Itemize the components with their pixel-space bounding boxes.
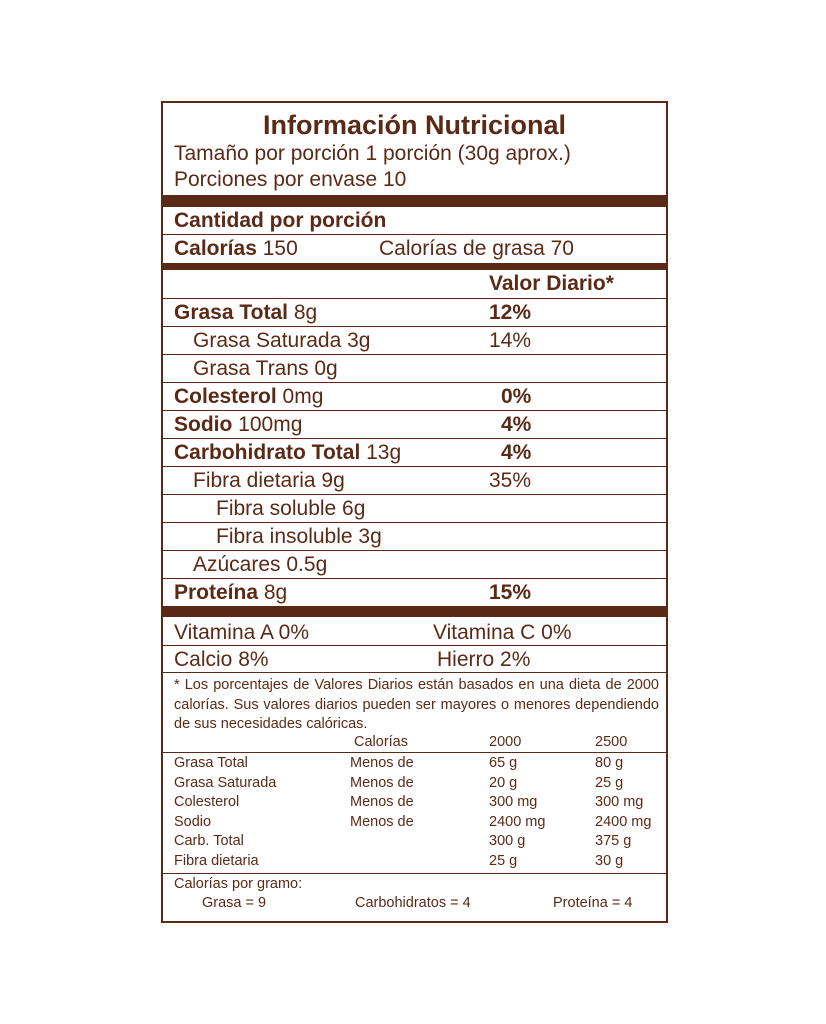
ref-row-label: Colesterol [174,794,240,810]
nutrient-label: Carbohidrato Total [174,441,361,464]
nutrient-row-azucares [163,551,666,578]
daily-value-heading: Valor Diario* [489,272,614,295]
nutrient-label: Proteína [174,581,259,604]
ref-row-2500: 300 mg [595,794,644,810]
daily-value-footnote: * Los porcentajes de Valores Diarios están basados en una dieta de 2000 calorías. Sus valores diarios pueden ser mayores o menores dependiendo de sus necesidades calóricas. [174,677,659,732]
divider [163,752,666,753]
calories-per-gram-fat: Grasa = 9 [202,895,267,911]
ref-row-2000: 20 g [489,774,518,791]
serving-size: Tamaño por porción 1 porción (30g aprox.) [174,142,571,165]
ref-row-2000: 300 g [489,833,526,849]
nutrient-label: Sodio [174,413,233,436]
label-title: Información Nutricional [262,110,567,140]
calories-per-gram-heading: Calorías por gramo: [174,876,303,892]
ref-row-2500: 25 g [595,774,624,791]
nutrient-row-grasa-total [163,299,666,326]
nutrient-label: Grasa Trans 0g [193,357,338,380]
ref-row-2500: 2400 mg [595,813,652,830]
ref-row-qualifier: Menos de [350,813,414,830]
ref-row-qualifier: Menos de [350,774,414,791]
calories-value: 150 [262,237,298,260]
nutrient-amount: 0mg [282,385,324,408]
nutrition-facts-label [161,101,668,923]
nutrient-amount: 100mg [238,413,303,436]
ref-row-2000: 2400 mg [489,813,546,830]
nutrient-label: Fibra dietaria 9g [193,469,345,492]
ref-header-2500: 2500 [595,734,628,750]
nutrient-amount: 8g [293,301,318,324]
thick-divider [163,606,666,617]
nutrient-label: Fibra soluble 6g [216,497,366,520]
divider [163,672,666,673]
nutrient-row-fibra-dietaria [163,467,666,494]
ref-row-qualifier: Menos de [350,794,414,810]
nutrient-label: Fibra insoluble 3g [216,525,382,548]
nutrient-row-colesterol [163,383,666,410]
nutrient-label: Grasa Total [174,301,288,324]
ref-row-2000: 25 g [489,852,518,869]
nutrient-dv: 14% [489,329,532,352]
ref-row-2500: 80 g [595,755,624,771]
servings-per-container: Porciones por envase 10 [174,168,407,191]
nutrient-label: Azúcares 0.5g [193,553,328,576]
ref-row-2500: 375 g [595,833,632,849]
calories-row [163,235,666,262]
vitamins-row-2 [163,646,666,673]
nutrient-dv: 15% [489,581,532,604]
amount-heading: Cantidad por porción [174,209,387,232]
vitamins-row-1 [163,619,666,646]
hierro: Hierro 2% [437,648,531,671]
ref-header-2000: 2000 [489,734,522,750]
nutrient-label: Grasa Saturada 3g [193,329,371,352]
ref-row-label: Grasa Total [174,755,248,771]
nutrient-row-proteina [163,579,666,606]
ref-row-label: Fibra dietaria [174,852,259,869]
fat-calories: Calorías de grasa 70 [379,237,574,260]
vitamin-c: Vitamina C 0% [433,621,572,644]
ref-header-calorias: Calorías [354,734,408,750]
nutrient-row-fibra-insoluble [163,523,666,550]
medium-divider [163,263,666,270]
nutrient-dv: 35% [489,469,532,492]
ref-row-label: Carb. Total [174,833,244,849]
nutrient-row-sodio [163,411,666,438]
nutrient-row-fibra-soluble [163,495,666,522]
ref-row-label: Sodio [174,813,212,830]
nutrient-row-grasa-saturada [163,327,666,354]
thick-divider [163,195,666,207]
ref-row-qualifier: Menos de [350,755,414,771]
vitamin-a: Vitamina A 0% [174,621,310,644]
daily-value-header-row [163,270,666,297]
nutrient-row-carbohidrato-total [163,439,666,466]
nutrient-row-grasa-trans [163,355,666,382]
ref-row-2000: 300 mg [489,794,538,810]
calories-label: Calorías [174,237,257,260]
nutrient-label: Colesterol [174,385,277,408]
amount-per-serving-row [163,207,666,234]
calories-per-gram-carbs: Carbohidratos = 4 [355,895,471,911]
ref-row-2000: 65 g [489,755,518,771]
nutrient-dv: 4% [501,441,532,464]
calories-per-gram-protein: Proteína = 4 [553,895,633,911]
ref-row-label: Grasa Saturada [174,774,277,791]
ref-row-2500: 30 g [595,852,624,869]
divider [163,873,666,874]
nutrient-amount: 8g [263,581,288,604]
calcio: Calcio 8% [174,648,269,671]
nutrient-amount: 13g [366,441,402,464]
nutrient-dv: 12% [489,301,532,324]
nutrient-dv: 0% [501,385,532,408]
nutrient-dv: 4% [501,413,532,436]
